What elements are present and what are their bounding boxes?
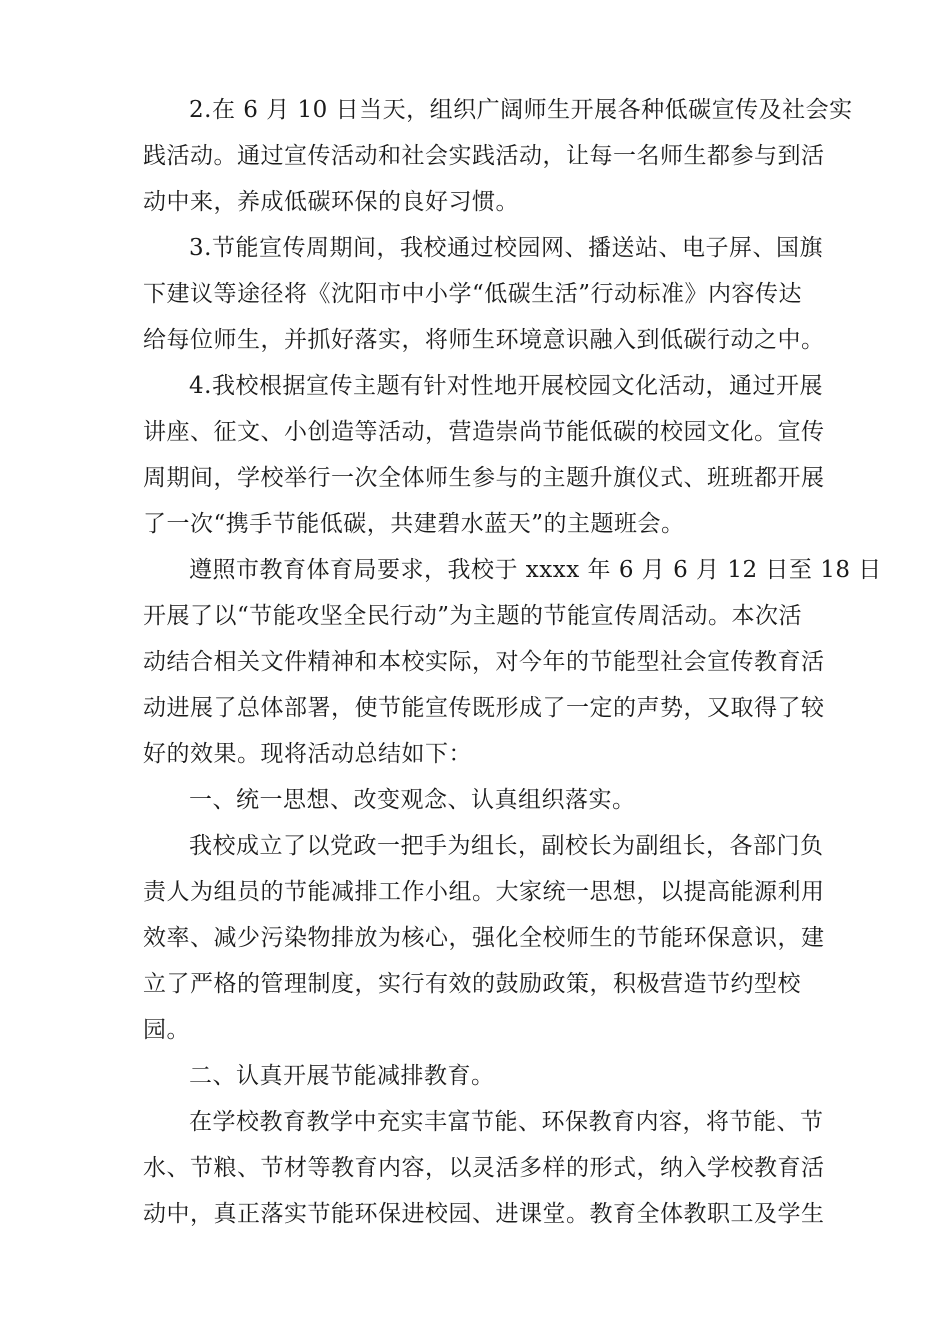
text-line: 了一次“携手节能低碳，共建碧水蓝天”的主题班会。 bbox=[143, 511, 685, 537]
text-line: 好的效果。现将活动总结如下： bbox=[143, 741, 472, 767]
text-line: 践活动。通过宣传活动和社会实践活动，让每一名师生都参与到活 bbox=[143, 143, 825, 169]
text-line: 动中来，养成低碳环保的良好习惯。 bbox=[143, 189, 519, 215]
text-line: 责人为组员的节能减排工作小组。大家统一思想，以提高能源利用 bbox=[143, 879, 825, 905]
text-line: 讲座、征文、小创造等活动，营造崇尚节能低碳的校园文化。宣传 bbox=[143, 419, 825, 445]
text-line: 立了严格的管理制度，实行有效的鼓励政策，积极营造节约型校 bbox=[143, 971, 801, 997]
text-line: 我校成立了以党政一把手为组长，副校长为副组长，各部门负 bbox=[189, 833, 824, 859]
text-line: 下建议等途径将《沈阳市中小学“低碳生活”行动标准》内容传达 bbox=[143, 281, 803, 307]
section-heading: 二、认真开展节能减排教育。 bbox=[189, 1063, 495, 1089]
text-line: 4.我校根据宣传主题有针对性地开展校园文化活动，通过开展 bbox=[189, 373, 823, 399]
text-line: 动中，真正落实节能环保进校园、进课堂。教育全体教职工及学生 bbox=[143, 1201, 825, 1227]
document-body bbox=[143, 87, 882, 1237]
text-line: 3.节能宣传周期间，我校通过校园网、播送站、电子屏、国旗 bbox=[189, 235, 823, 261]
text-line: 周期间，学校举行一次全体师生参与的主题升旗仪式、班班都开展 bbox=[143, 465, 825, 491]
text-line: 动进展了总体部署，使节能宣传既形成了一定的声势，又取得了较 bbox=[143, 695, 825, 721]
text-line: 开展了以“节能攻坚全民行动”为主题的节能宣传周活动。本次活 bbox=[143, 603, 803, 629]
text-line: 2.在 6 月 10 日当天，组织广阔师生开展各种低碳宣传及社会实 bbox=[189, 97, 853, 123]
text-line: 遵照市教育体育局要求，我校于 xxxx 年 6 月 6 月 12 日至 18 日 bbox=[189, 557, 882, 583]
text-line: 给每位师生，并抓好落实，将师生环境意识融入到低碳行动之中。 bbox=[143, 327, 825, 353]
text-line: 水、节粮、节材等教育内容，以灵活多样的形式，纳入学校教育活 bbox=[143, 1155, 825, 1181]
text-line: 园。 bbox=[143, 1017, 190, 1043]
text-line: 动结合相关文件精神和本校实际，对今年的节能型社会宣传教育活 bbox=[143, 649, 825, 675]
text-line: 效率、减少污染物排放为核心，强化全校师生的节能环保意识，建 bbox=[143, 925, 825, 951]
text-line: 在学校教育教学中充实丰富节能、环保教育内容，将节能、节 bbox=[189, 1109, 824, 1135]
section-heading: 一、统一思想、改变观念、认真组织落实。 bbox=[189, 787, 636, 813]
